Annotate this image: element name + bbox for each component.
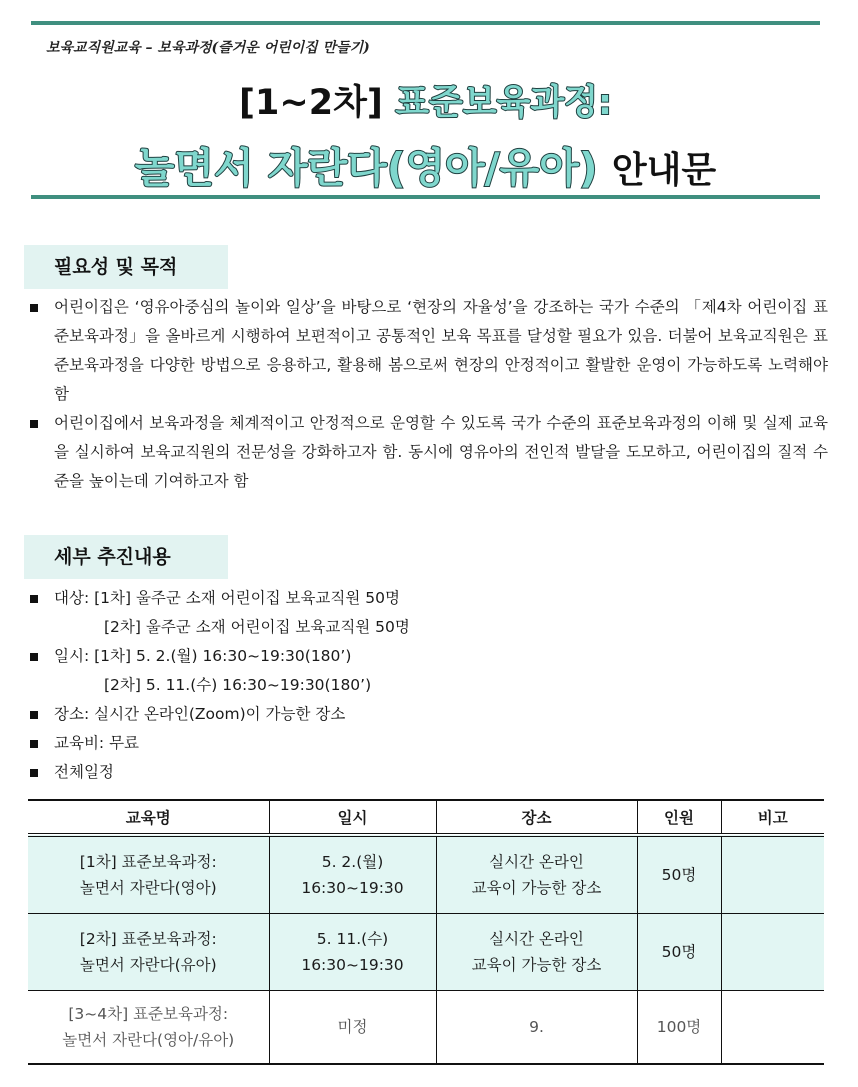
table-row [28,914,824,991]
place-item: 장소: 실시간 온라인(Zoom)이 가능한 장소 [28,700,828,729]
details-list [28,584,828,787]
purpose-list [28,293,828,496]
target-item-2: [2차] 울주군 소재 어린이집 보육교직원 50명 [104,618,410,636]
cell-name: [1차] 표준보육과정: 놀면서 자란다(영아) [28,835,269,914]
col-header-date: 일시 [269,800,436,835]
cell-place: 실시간 온라인 교육이 가능한 장소 [436,914,637,991]
schedule-table [28,799,824,1065]
table-row [28,835,824,914]
bullet-square-icon [30,420,38,428]
top-rule [31,21,820,25]
title-course-name: 놀면서 자란다(영아/유아) [134,144,598,192]
subtitle: 보육교직원교육 – 보육과정(즐거운 어린이집 만들기) [46,40,370,56]
title-notice: 안내문 [611,150,717,191]
bullet-square-icon [30,595,38,603]
cell-note [721,914,824,991]
table-row [28,991,824,1065]
cell-note [721,991,824,1065]
title-course: 표준보육과정: [395,83,612,123]
col-header-note: 비고 [721,800,824,835]
bullet-square-icon [30,653,38,661]
title-round-label: [1~2차] [239,83,383,123]
section-heading-purpose: 필요성 및 목적 [24,245,228,289]
cell-name: [3~4차] 표준보육과정: 놀면서 자란다(영아/유아) [28,991,269,1065]
bottom-rule [31,195,820,199]
cell-date: 5. 11.(수) 16:30~19:30 [269,914,436,991]
bullet-square-icon [30,304,38,312]
schedule-item: 전체일정 [28,758,828,787]
fee-item: 교육비: 무료 [28,729,828,758]
title-line-1 [31,75,820,125]
cell-date: 미정 [269,991,436,1065]
cell-people: 50명 [637,914,721,991]
cell-people: 50명 [637,835,721,914]
bullet-square-icon [30,740,38,748]
cell-place: 실시간 온라인 교육이 가능한 장소 [436,835,637,914]
col-header-name: 교육명 [28,800,269,835]
date-item: 일시: [1차] 5. 2.(월) 16:30~19:30(180’) [28,642,828,671]
target-item: 대상: [1차] 울주군 소재 어린이집 보육교직원 50명 [28,584,828,613]
list-item: 어린이집은 ‘영유아중심의 놀이와 일상’을 바탕으로 ‘현장의 자율성’을 강조하는 국가 수준의 「제4차 어린이집 표준보육과정」을 올바르게 시행하여 보편적이고 공통적인 보육 목표를 달성할 필요가 있음. 더불어 보육교직원은 표준보육과정을 다양한 방법으로 응용하고, 활용해 봄으로써 현장의 안정적이고 활발한 운영이 가능하도록 노력해야 함 [28,293,828,409]
col-header-people: 인원 [637,800,721,835]
cell-date: 5. 2.(월) 16:30~19:30 [269,835,436,914]
bullet-square-icon [30,769,38,777]
bullet-square-icon [30,711,38,719]
cell-people: 100명 [637,991,721,1065]
title-line-2 [31,135,820,194]
section-heading-details: 세부 추진내용 [24,535,228,579]
date-item-2: [2차] 5. 11.(수) 16:30~19:30(180’) [104,676,372,694]
cell-place: 9. [436,991,637,1065]
col-header-place: 장소 [436,800,637,835]
list-item: 어린이집에서 보육과정을 체계적이고 안정적으로 운영할 수 있도록 국가 수준의 표준보육과정의 이해 및 실제 교육을 실시하여 보육교직원의 전문성을 강화하고자 함. 동시에 영유아의 전인적 발달을 도모하고, 어린이집의 질적 수준을 높이는데 기여하고자 함 [28,409,828,496]
cell-note [721,835,824,914]
cell-name: [2차] 표준보육과정: 놀면서 자란다(유아) [28,914,269,991]
